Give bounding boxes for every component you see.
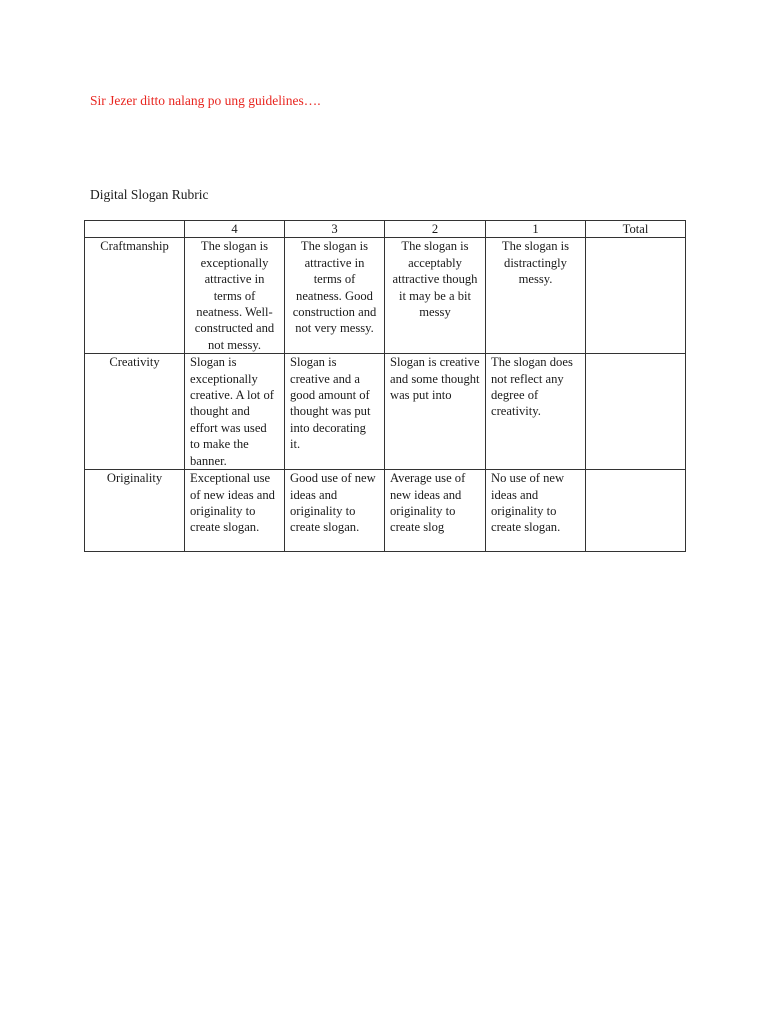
total-cell <box>586 470 686 552</box>
header-score-2: 2 <box>385 221 486 238</box>
descriptor-cell: The slogan is attractive in terms of neatness. Good construction and not very messy. <box>285 238 385 354</box>
total-cell <box>586 354 686 470</box>
descriptor-cell: Exceptional use of new ideas and originality to create slogan. <box>185 470 285 552</box>
descriptor-cell: The slogan does not reflect any degree of creativity. <box>486 354 586 470</box>
header-criterion <box>85 221 185 238</box>
descriptor-cell: Slogan is exceptionally creative. A lot of thought and effort was used to make the banner. <box>185 354 285 470</box>
table-row <box>85 354 686 470</box>
total-cell <box>586 238 686 354</box>
criterion-cell: Originality <box>85 470 185 552</box>
descriptor-cell: Good use of new ideas and originality to create slogan. <box>285 470 385 552</box>
descriptor-cell: The slogan is acceptably attractive though it may be a bit messy <box>385 238 486 354</box>
table-header-row <box>85 221 686 238</box>
table-row <box>85 238 686 354</box>
table-row <box>85 470 686 552</box>
header-score-4: 4 <box>185 221 285 238</box>
header-score-1: 1 <box>486 221 586 238</box>
header-total: Total <box>586 221 686 238</box>
header-score-3: 3 <box>285 221 385 238</box>
descriptor-cell: The slogan is distractingly messy. <box>486 238 586 354</box>
rubric-table <box>84 220 686 552</box>
descriptor-cell: Slogan is creative and some thought was put into <box>385 354 486 470</box>
guidelines-note: Sir Jezer ditto nalang po ung guidelines…. <box>90 93 321 108</box>
rubric-title: Digital Slogan Rubric <box>90 187 209 202</box>
criterion-cell: Creativity <box>85 354 185 470</box>
descriptor-cell: The slogan is exceptionally attractive in terms of neatness. Well-constructed and not messy. <box>185 238 285 354</box>
descriptor-cell: Average use of new ideas and originality to create slog <box>385 470 486 552</box>
descriptor-cell: No use of new ideas and originality to create slogan. <box>486 470 586 552</box>
criterion-cell: Craftmanship <box>85 238 185 354</box>
descriptor-cell: Slogan is creative and a good amount of thought was put into decorating it. <box>285 354 385 470</box>
